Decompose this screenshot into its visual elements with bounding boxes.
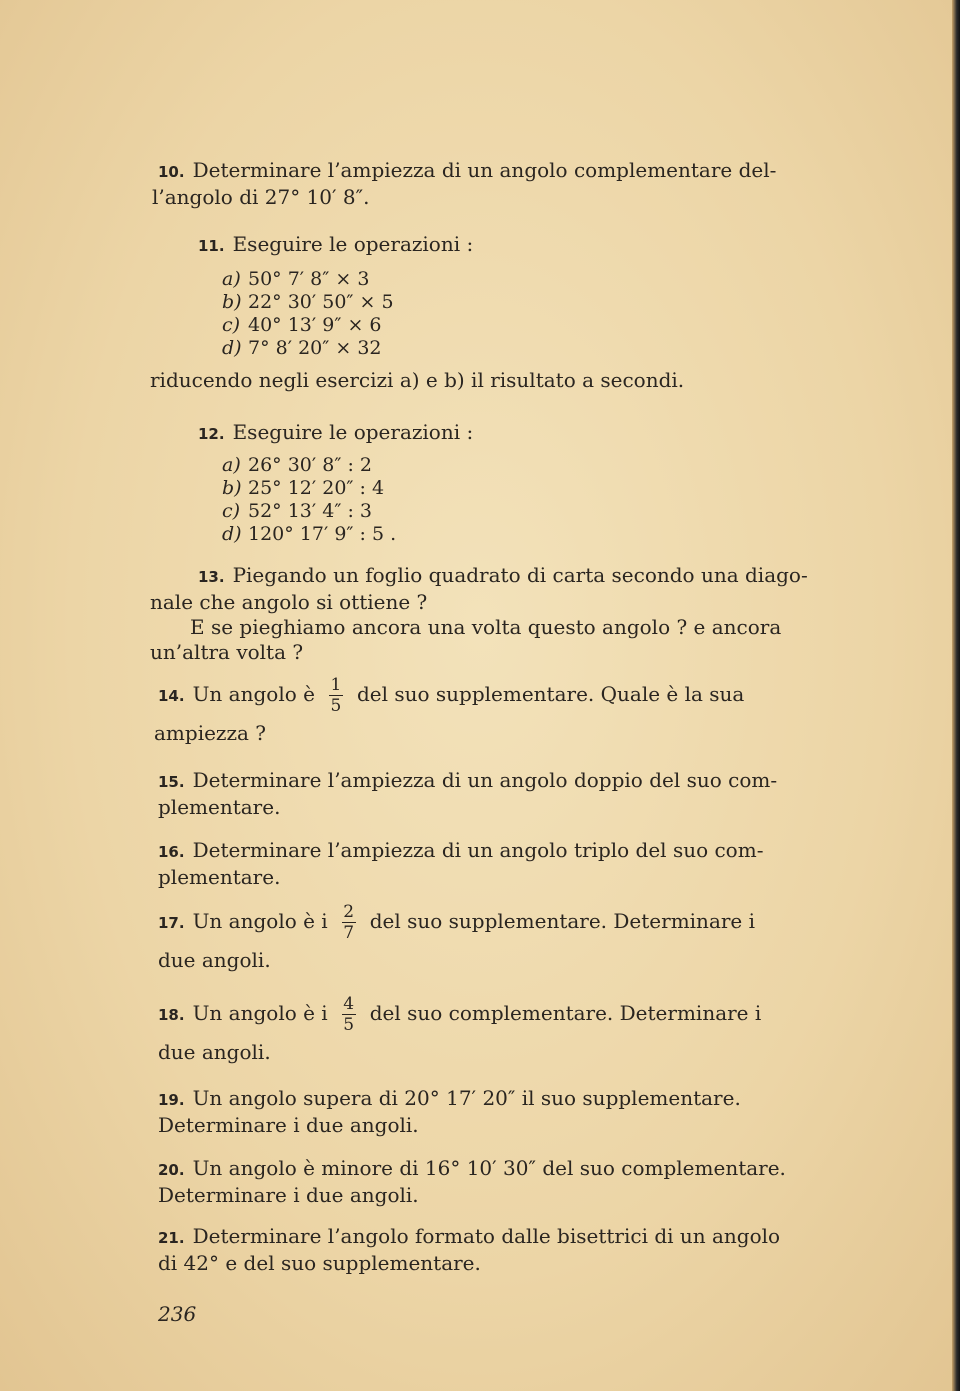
page-number: 236 — [158, 1302, 197, 1326]
exercise-15: 15. Determinare l’ampiezza di un angolo doppio del suo com- plementare. — [158, 768, 778, 819]
exercise-number: 19. — [158, 1091, 185, 1109]
list-item: a) 26° 30′ 8″ : 2 — [222, 454, 373, 476]
exercise-21: 21. Determinare l’angolo formato dalle bisettrici di un angolo di 42° e del suo supplementare. — [158, 1224, 781, 1275]
exercise-number: 21. — [158, 1229, 185, 1247]
exercise-20: 20. Un angolo è minore di 16° 10′ 30″ del suo complementare. Determinare i due angoli. — [158, 1156, 786, 1207]
exercise-number: 15. — [158, 773, 185, 791]
exercise-number: 10. — [158, 163, 185, 181]
exercise-text: Piegando un foglio quadrato di carta secondo una diago- — [232, 563, 808, 587]
exercise-title: Eseguire le operazioni : — [232, 232, 474, 256]
exercise-11 — [198, 232, 898, 259]
exercise-18: 18. Un angolo è i $\frac{4}{5}$ del suo complementare. Determinare i due angoli. — [158, 994, 762, 1064]
exercise-14: 14. Un angolo è $\frac{1}{5}$ del suo supplementare. Quale è la sua ampiezza ? — [158, 676, 858, 746]
exercise-19: 19. Un angolo supera di 20° 17′ 20″ il suo supplementare. Determinare i due angoli. — [158, 1086, 741, 1137]
exercise-number: 11. — [198, 237, 225, 255]
list-item: c) 40° 13′ 9″ × 6 — [222, 314, 382, 336]
exercise-number: 16. — [158, 843, 185, 861]
exercise-text: ampiezza ? — [154, 721, 267, 745]
exercise-number: 13. — [198, 568, 225, 586]
exercise-text: nale che angolo si ottiene ? — [150, 590, 428, 614]
list-item: d) 7° 8′ 20″ × 32 — [222, 337, 382, 359]
exercise-12 — [198, 420, 898, 447]
exercise-number: 20. — [158, 1161, 185, 1179]
exercise-text: Determinare l’ampiezza di un angolo complementare del- — [192, 158, 777, 182]
exercise-text: un’altra volta ? — [150, 640, 304, 664]
exercise-number: 17. — [158, 914, 185, 932]
exercise-17: 17. Un angolo è i $\frac{2}{7}$ del suo supplementare. Determinare i due angoli. — [158, 902, 756, 972]
exercise-number: 12. — [198, 425, 225, 443]
exercise-text: E se pieghiamo ancora una volta questo angolo ? e ancora — [190, 615, 782, 639]
exercise-note: riducendo negli esercizi a) e b) il risultato a secondi. — [150, 368, 685, 392]
exercise-number: 14. — [158, 687, 185, 705]
fraction: $\frac{4}{5}$ — [343, 994, 355, 1035]
exercise-number: 18. — [158, 1006, 185, 1024]
list-item: c) 52° 13′ 4″ : 3 — [222, 500, 373, 522]
exercise-text: l’angolo di 27° 10′ 8″. — [152, 185, 370, 209]
exercise-title: Eseguire le operazioni : — [232, 420, 474, 444]
operations-list-12 — [222, 454, 396, 546]
list-item: a) 50° 7′ 8″ × 3 — [222, 268, 370, 290]
list-item: b) 25° 12′ 20″ : 4 — [222, 477, 385, 499]
list-item: b) 22° 30′ 50″ × 5 — [222, 291, 394, 313]
page-edge — [952, 0, 960, 1391]
exercise-13 — [150, 563, 858, 665]
fraction: $\frac{2}{7}$ — [343, 902, 355, 943]
exercise-16: 16. Determinare l’ampiezza di un angolo triplo del suo com- plementare. — [158, 838, 764, 889]
exercise-10 — [152, 158, 858, 210]
list-item: d) 120° 17′ 9″ : 5 . — [222, 523, 397, 545]
fraction: $\frac{1}{5}$ — [330, 675, 342, 716]
operations-list-11 — [222, 268, 394, 360]
